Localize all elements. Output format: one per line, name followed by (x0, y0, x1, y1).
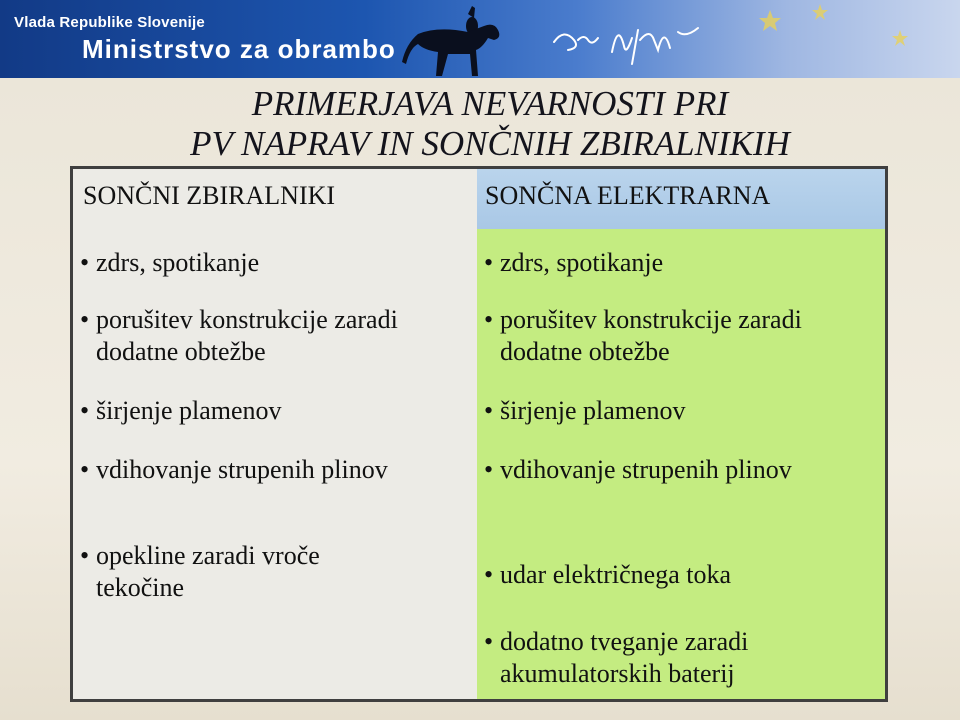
slide-title (0, 84, 960, 164)
slide-title-line-2: PV NAPRAV IN SONČNIH ZBIRALNIKIH (190, 124, 790, 163)
list-item-text: vdihovanje strupenih plinov (500, 455, 792, 484)
bullet: • (484, 455, 494, 484)
signature-icon (548, 12, 708, 70)
eu-stars-icon (740, 0, 960, 78)
list-item-text: zdrs, spotikanje (500, 248, 664, 277)
list-item (484, 454, 880, 486)
header-banner (0, 0, 960, 78)
list-item (484, 626, 880, 690)
list-item-text: udar električnega toka (500, 560, 731, 589)
bullet: • (80, 455, 90, 484)
left-column-header: SONČNI ZBIRALNIKI (83, 181, 336, 210)
list-item-text: porušitev konstrukcije zaradi dodatne obtežbe (96, 305, 398, 366)
list-item-text: zdrs, spotikanje (96, 248, 260, 277)
bullet: • (80, 541, 90, 570)
list-item (80, 304, 470, 368)
horse-rider-statue-icon (398, 4, 508, 78)
list-item (484, 395, 880, 427)
bullet: • (80, 248, 90, 277)
bullet: • (484, 560, 494, 589)
bullet: • (484, 627, 494, 656)
list-item (484, 559, 880, 591)
list-item-text: dodatno tveganje zaradi akumulatorskih baterij (500, 627, 749, 688)
ministry-name: Ministrstvo za obrambo (82, 34, 396, 64)
bullet: • (484, 248, 494, 277)
government-name: Vlada Republike Slovenije (14, 14, 205, 31)
bullet: • (484, 305, 494, 334)
list-item (484, 247, 880, 279)
list-item-text: porušitev konstrukcije zaradi dodatne obtežbe (500, 305, 802, 366)
slide-title-line-1: PRIMERJAVA NEVARNOSTI PRI (251, 84, 729, 123)
list-item-text: širjenje plamenov (96, 396, 282, 425)
list-item (80, 395, 470, 427)
list-item-text: širjenje plamenov (500, 396, 686, 425)
list-item (80, 540, 470, 604)
list-item-text: opekline zaradi vroče tekočine (96, 541, 320, 602)
right-column-header: SONČNA ELEKTRARNA (485, 181, 771, 210)
list-item (80, 454, 470, 486)
list-item (484, 304, 880, 368)
bullet: • (80, 396, 90, 425)
bullet: • (80, 305, 90, 334)
bullet: • (484, 396, 494, 425)
list-item (80, 247, 470, 279)
list-item-text: vdihovanje strupenih plinov (96, 455, 388, 484)
